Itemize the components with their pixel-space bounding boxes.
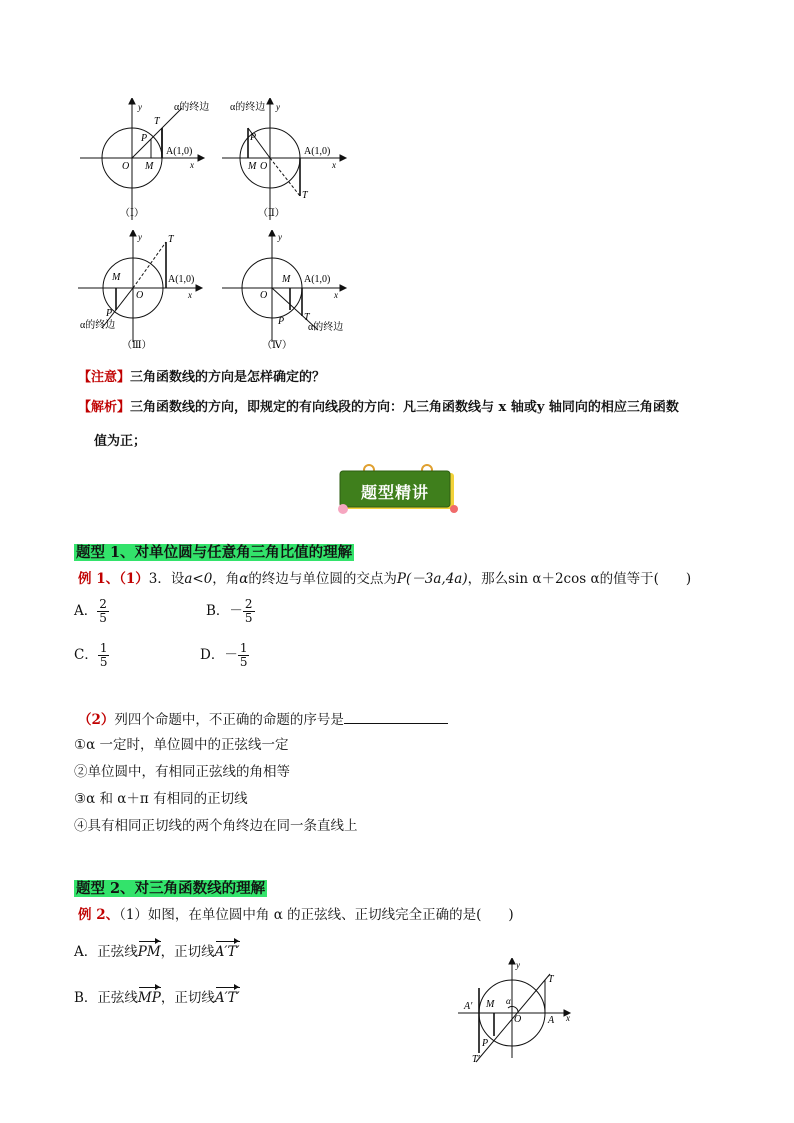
option-c-fraction: [98, 642, 110, 669]
ex2-option-b-mid: ，正切线: [160, 990, 215, 1006]
fig4-x: x: [334, 290, 338, 300]
option-b-fraction: [243, 598, 255, 625]
ex1-stem-alpha: α: [239, 571, 249, 587]
ex1-stem-point: P(－3a,4a): [396, 571, 468, 587]
banner-text: 题型精讲: [360, 483, 429, 502]
ex2-option-b-vec1: MP: [137, 990, 161, 1006]
fig3-terminal: α的终边: [80, 320, 116, 331]
fig3-P: P: [106, 308, 113, 319]
analysis-line1: [78, 400, 679, 416]
ex2-label: 例 2、: [78, 907, 120, 923]
fig1-O: O: [122, 161, 130, 172]
option-a-fraction: [97, 598, 109, 625]
option-a-den: 5: [99, 611, 107, 626]
ex1-label: 例 1、: [78, 571, 120, 587]
option-a-num: 2: [99, 597, 107, 611]
ex2-option-a-vec2: A′T′: [214, 944, 240, 960]
fig3-A: A(1,0): [168, 274, 195, 285]
fig3-y: y: [138, 232, 142, 242]
fig4-O: O: [260, 290, 268, 301]
fig4-M: M: [282, 274, 291, 285]
ex2-option-b-label: B．正弦线: [74, 990, 138, 1006]
fig3-M: M: [112, 272, 121, 283]
fig5-y: y: [516, 960, 520, 970]
ex1-option-b[interactable]: [206, 598, 255, 625]
fig5-A2: A′: [464, 1001, 473, 1012]
fig4-label: （Ⅳ）: [262, 340, 292, 350]
fig5-O: O: [514, 1014, 522, 1025]
option-b-label: B．: [206, 603, 230, 620]
fig4-terminal: α的终边: [308, 322, 344, 333]
figure-unit-circle-2: [222, 98, 362, 223]
fig4-T: T: [304, 312, 310, 323]
fig4-P: P: [278, 316, 285, 327]
fig1-y: y: [138, 102, 142, 112]
option-d-label: D．: [200, 647, 225, 664]
ex1-option-c[interactable]: [74, 642, 109, 669]
fig5-T: T: [548, 974, 554, 985]
ex2-option-b[interactable]: [74, 990, 240, 1006]
ex1-stem-b: ，角: [212, 571, 240, 587]
fig2-y: y: [276, 102, 280, 112]
ex1-stem-e: 的值等于( ): [599, 571, 692, 587]
ex1-stem-cond: a<0: [184, 571, 213, 587]
prop-1: ①α 一定时，单位圆中的正弦线一定: [74, 737, 289, 753]
note-text: 三角函数线的方向是怎样确定的？: [130, 370, 326, 385]
ex1-part2: [78, 710, 448, 728]
fig5-M: M: [486, 999, 495, 1010]
ex2-option-a[interactable]: [74, 944, 240, 960]
note-line: [78, 370, 325, 386]
option-d-den: 5: [239, 655, 248, 670]
fig2-A: A(1,0): [304, 146, 331, 157]
analysis-line2: 值为正；: [94, 434, 147, 449]
fig5-x: x: [566, 1013, 570, 1023]
figure-unit-circle-4: [222, 230, 362, 350]
ex1-stem-c: 的终边与单位圆的交点为: [248, 571, 397, 587]
fig2-P: P: [250, 132, 257, 143]
ex1-option-d[interactable]: [200, 642, 249, 669]
option-c-num: 1: [99, 641, 108, 655]
ex2-option-b-vec2: A′T′: [214, 990, 240, 1006]
ex1-option-a[interactable]: [74, 598, 109, 625]
ex1-part1: （1）: [119, 571, 149, 587]
prop-2: ②单位圆中，有相同正弦线的角相等: [74, 764, 290, 780]
fig2-M: M: [248, 161, 257, 172]
option-d-fraction: [238, 642, 250, 669]
fig3-label: （Ⅲ）: [122, 340, 152, 350]
figure-unit-circle-5: [452, 958, 582, 1068]
fig5-P: P: [482, 1038, 489, 1049]
ex1-stem-expr: sin α＋2cos α: [508, 571, 600, 587]
topic1-title: [74, 544, 354, 561]
answer-blank[interactable]: [344, 710, 448, 724]
fig4-A: A(1,0): [304, 274, 331, 285]
fig5-alpha: α: [506, 996, 511, 1006]
ex2-option-a-mid: ，正切线: [160, 944, 215, 960]
fig4-y: y: [278, 232, 282, 242]
topic1-title-text: 题型 1、对单位圆与任意角三角比值的理解: [76, 544, 353, 561]
prop-4: ④具有相同正切线的两个角终边在同一条直线上: [74, 818, 358, 834]
fig5-T2: T′: [472, 1054, 480, 1065]
ex1-stem: [78, 571, 691, 587]
figure-unit-circle-3: [78, 230, 208, 350]
option-b-den: 5: [244, 611, 253, 626]
ex2-stem: [78, 907, 514, 923]
fig3-O: O: [136, 290, 144, 301]
option-b-sign: －: [229, 603, 243, 620]
prop-3: ③α 和 α＋π 有相同的正切线: [74, 791, 248, 807]
note-tag: 【注意】: [78, 370, 131, 385]
topic2-title: [74, 880, 267, 897]
figure-unit-circle-1: [80, 98, 210, 223]
ex2-option-a-label: A．正弦线: [74, 944, 138, 960]
topic2-title-text: 题型 2、对三角函数线的理解: [76, 880, 266, 897]
option-c-den: 5: [99, 655, 108, 670]
fig1-label: （Ⅰ）: [120, 208, 144, 219]
analysis-text1: 三角函数线的方向，即规定的有向线段的方向：凡三角函数线与 x 轴或y 轴同向的相应三角函数: [130, 400, 679, 415]
fig1-x: x: [190, 160, 194, 170]
option-a-label: A．: [74, 603, 98, 620]
option-c-label: C．: [74, 647, 98, 664]
option-b-num: 2: [244, 597, 253, 611]
option-d-sign: －: [224, 647, 238, 664]
fig2-T: T: [302, 190, 308, 201]
fig3-T: T: [168, 234, 174, 245]
fig1-terminal: α的终边: [174, 102, 210, 113]
fig2-x: x: [332, 160, 336, 170]
fig2-O: O: [260, 161, 268, 172]
ex2-option-a-vec1: PM: [137, 944, 161, 960]
ex1-stem-d: ，那么: [467, 571, 509, 587]
fig2-label: （Ⅱ）: [258, 208, 285, 219]
ex1-part2-label: （2）: [78, 712, 115, 728]
fig1-M: M: [145, 161, 154, 172]
ex2-stem-text: （1）如图，在单位圆中角 α 的正弦线、正切线完全正确的是( ): [119, 907, 514, 923]
option-d-num: 1: [239, 641, 248, 655]
analysis-tag: 【解析】: [78, 400, 131, 415]
fig1-P: P: [141, 133, 148, 144]
ex1-part2-text: 列四个命题中，不正确的命题的序号是: [114, 712, 344, 728]
fig3-x: x: [188, 290, 192, 300]
fig1-T: T: [154, 116, 160, 127]
fig5-A: A: [548, 1015, 555, 1026]
ex1-stem-a: 3．设: [148, 571, 185, 587]
section-banner: [334, 456, 462, 518]
fig1-A: A(1,0): [166, 146, 193, 157]
fig2-terminal: α的终边: [230, 102, 266, 113]
